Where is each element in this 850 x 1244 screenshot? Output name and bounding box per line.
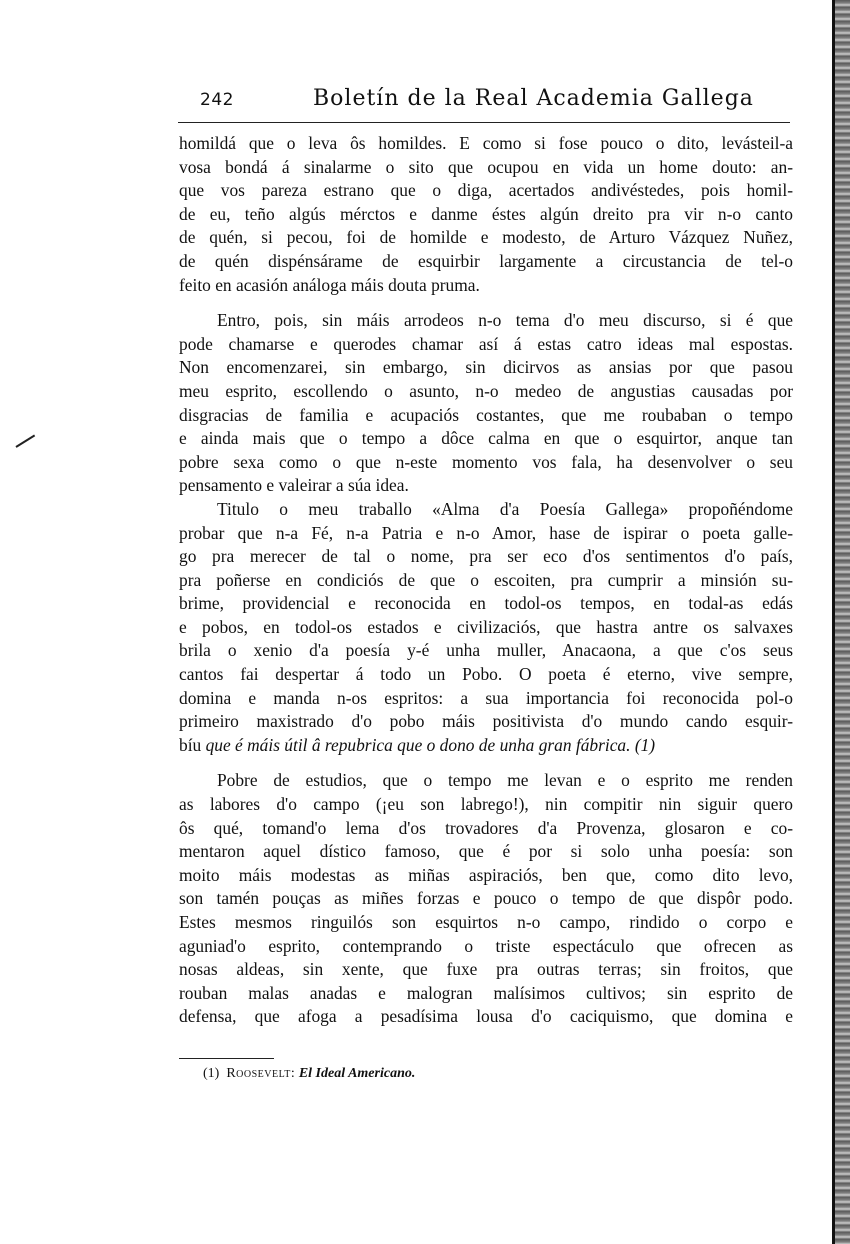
text-line: pensamento e valeirar a súa idea. — [179, 475, 409, 496]
text-line: cantos fai despertar á todo un Pobo. O poeta é eterno, vive sempre, — [179, 664, 793, 685]
text-line-with-quote — [179, 734, 793, 758]
footnote-author: Roosevelt: — [226, 1066, 296, 1081]
text-line: pra poñerse en condiciós de que o escoiten, pra cumprir a minsión su- — [179, 569, 793, 590]
text-line: de quén dispénsárame de esquirbir largamente a circustancia de tel-o — [179, 250, 793, 271]
text-line: probar que n-a Fé, n-a Patria e n-o Amor, hase de ispirar o poeta galle- — [179, 522, 793, 543]
text-line: aguniad'o esprito, contemprando o triste espectáculo que ofrecen as — [179, 935, 793, 956]
text-line: disgracias de familia e acupaciós costantes, que me roubaban o tempo — [179, 404, 793, 425]
text-line: meu esprito, escollendo o asunto, n-o medeo de angustias causadas por — [179, 380, 793, 401]
paragraph-2 — [179, 309, 793, 498]
text-line: brime, providencial e reconocida en todol-os tempos, en todal-as edás — [179, 593, 793, 614]
text-line: moito máis modestas as miñas aspiraciós, ben que, como dito levo, — [179, 864, 793, 885]
text-line: Non encomenzarei, sin embargo, sin dicirvos as ansias por que pasou — [179, 357, 793, 378]
text-line: que vos pareza estrano que o diga, acertados andivéstedes, pois homil- — [179, 180, 793, 201]
text-line: domina e manda n-os espritos: a sua importancia foi reconocida pol-o — [179, 687, 793, 708]
paragraph-3 — [179, 498, 793, 758]
footnote — [203, 1066, 415, 1082]
paragraph-spacer — [179, 757, 793, 769]
footnote-marker: (1) — [203, 1066, 220, 1081]
text-line: nosas aldeas, sin xente, que fuxe pra outras terras; sin froitos, que — [179, 959, 793, 980]
text-line: Estes mesmos ringuilós son esquirtos n-o campo, rindido o corpo e — [179, 912, 793, 932]
margin-pencil-mark — [15, 434, 35, 447]
page-header — [178, 86, 790, 120]
text-line: e pobos, en todol-os estados e civilizaciós, que hastra antre os salvaxes — [179, 616, 793, 637]
text-line: pode chamarse e querodes chamar así á estas catro ideas mal espostas. — [179, 333, 793, 354]
footnote-title: El Ideal Americano. — [298, 1066, 416, 1081]
text-line: primeiro maxistrado d'o pobo máis positivista d'o mundo cando esquir- — [179, 711, 793, 732]
text-line: mentaron aquel dístico famoso, que é por si solo unha poesía: son — [179, 841, 793, 862]
text-line: de quén, si pecou, foi de homilde e modesto, de Arturo Vázquez Nuñez, — [179, 227, 793, 248]
paragraph-spacer — [179, 297, 793, 309]
scan-edge-line — [832, 0, 835, 1244]
page-number: 242 — [200, 90, 234, 110]
text-line: Entro, pois, sin máis arrodeos n-o tema d'o meu discurso, si é que — [217, 310, 793, 331]
footnote-rule — [179, 1058, 274, 1059]
text-line: ôs qué, tomand'o lema d'os trovadores d'a Provenza, glosaron e co- — [179, 817, 793, 838]
body-text — [179, 132, 793, 1029]
italic-quotation: que é máis útil â repubrica que o dono de unha gran fábrica. (1) — [205, 734, 656, 755]
text-line: go pra merecer de tal o nome, pra ser eco d'os sentimentos d'o país, — [179, 546, 793, 567]
text-line: homildá que o leva ôs homildes. E como si fose pouco o dito, levásteil-a — [179, 133, 793, 153]
text-line: feito en acasión análoga máis douta pruma. — [179, 274, 480, 295]
text-line: defensa, que afoga a pesadísima lousa d'o caciquismo, que domina e — [179, 1006, 793, 1027]
paragraph-1 — [179, 132, 793, 297]
text-line: vosa bondá á sinalarme o sito que ocupou en vida un home douto: an- — [179, 156, 793, 177]
text-line: Pobre de estudios, que o tempo me levan e o esprito me renden — [217, 770, 793, 791]
text-line: Titulo o meu traballo «Alma d'a Poesía Gallega» propoñéndome — [217, 498, 793, 519]
text-line: as labores d'o campo (¡eu son labrego!), nin compitir nin siguir quero — [179, 794, 793, 815]
text-fragment: bíu — [179, 734, 206, 755]
text-line: de eu, teño algús mérctos e danme éstes algún dreito pra vir n-o canto — [179, 203, 793, 224]
text-line: pobre sexa como o que n-este momento vos fala, ha desenvolver o seu — [179, 451, 793, 472]
paragraph-4 — [179, 769, 793, 1029]
text-line: rouban malas anadas e malogran malísimos cultivos; sin esprito de — [179, 982, 793, 1003]
text-line: e ainda mais que o tempo a dôce calma en que o esquirtor, anque tan — [179, 428, 793, 449]
text-line: brila o xenio d'a poesía y-é unha muller, Anacaona, a que c'os seus — [179, 640, 793, 661]
header-rule — [178, 122, 790, 123]
text-line: son tamén pouças as miñes forzas e pouco o tempo de que dispôr podo. — [179, 888, 793, 909]
running-title: Boletín de la Real Academia Gallega — [313, 86, 754, 111]
